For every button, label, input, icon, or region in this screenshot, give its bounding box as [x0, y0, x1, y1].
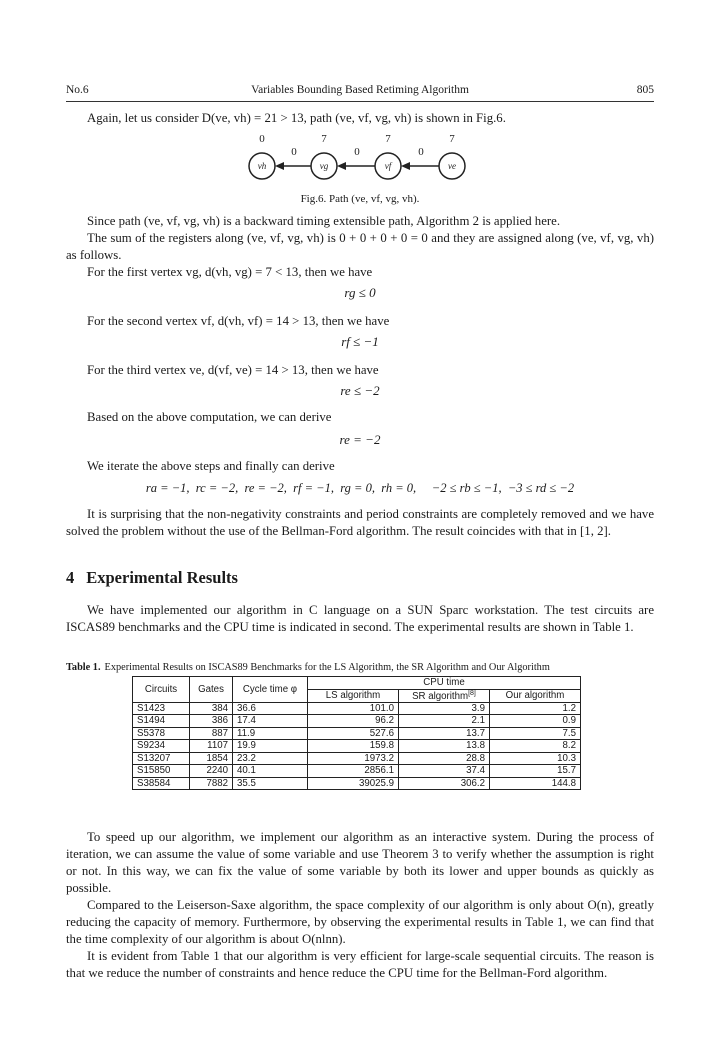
para-second-vertex: For the second vertex vf, d(vh, vf) = 14 > 13, then we have: [87, 314, 390, 328]
cell-circuit: S5378: [133, 727, 190, 740]
equation-rf: rf ≤ −1: [341, 334, 379, 349]
cell-ours: 1.2: [490, 702, 581, 715]
header-cpu-time: CPU time: [308, 677, 581, 690]
cell-ls: 527.6: [308, 727, 399, 740]
cell-ls: 2856.1: [308, 765, 399, 778]
para-sum: The sum of the registers along (ve, vf, vg, vh) is 0 + 0 + 0 + 0 = 0 and they are assigned along (ve, vf, vg, vh) as follows.: [66, 231, 654, 262]
cell-cycle: 23.2: [233, 752, 308, 765]
cell-gates: 1107: [190, 740, 233, 753]
equation-re-value: re = −2: [339, 432, 381, 447]
cell-ours: 144.8: [490, 777, 581, 790]
table-row: [133, 727, 581, 740]
edge-weight-1: 0: [291, 146, 297, 158]
section-title: Experimental Results: [86, 568, 238, 587]
cell-cycle: 19.9: [233, 740, 308, 753]
issue-number: No.6: [66, 84, 89, 96]
results-table: [132, 676, 581, 790]
cell-ours: 7.5: [490, 727, 581, 740]
table-row: [133, 765, 581, 778]
cell-ours: 0.9: [490, 715, 581, 728]
cell-gates: 384: [190, 702, 233, 715]
equation-re-bound: re ≤ −2: [340, 383, 380, 398]
cell-circuit: S9234: [133, 740, 190, 753]
cell-sr: 2.1: [399, 715, 490, 728]
node-weight-vf: 7: [385, 133, 391, 145]
cell-cycle: 40.1: [233, 765, 308, 778]
node-label-vg: vg: [319, 161, 329, 171]
cell-cycle: 17.4: [233, 715, 308, 728]
para-implementation: We have implemented our algorithm in C language on a SUN Sparc workstation. The test circuits are ISCAS89 benchmarks and the CPU time is indicated in second. The experimental results are shown in Table 1.: [66, 603, 654, 634]
cell-ls: 1973.2: [308, 752, 399, 765]
cell-ls: 101.0: [308, 702, 399, 715]
cell-ls: 96.2: [308, 715, 399, 728]
node-label-vh: vh: [257, 161, 267, 171]
header-sr-ref: [8]: [468, 689, 476, 697]
arrowhead-vg: [337, 162, 346, 170]
arrowhead-vh: [275, 162, 284, 170]
cell-cycle: 11.9: [233, 727, 308, 740]
node-weight-vg: 7: [321, 133, 327, 145]
para-compared: Compared to the Leiserson-Saxe algorithm, the space complexity of our algorithm is only about O(n), greatly reducing the capacity of memory. Furthermore, by observing the experimental results in Table 1, we can find that the time complexity of our algorithm is about O(nlnn).: [66, 898, 654, 946]
para-surprise: It is surprising that the non-negativity constraints and period constraints are completely removed and we have solved the problem without the use of the Bellman-Ford algorithm. The result coincides with that in [1, 2].: [66, 507, 654, 538]
fig6-path-diagram: [0, 125, 717, 183]
node-weight-ve: 7: [449, 133, 455, 145]
header-circuits: Circuits: [133, 677, 190, 703]
cell-ls: 159.8: [308, 740, 399, 753]
cell-ls: 39025.9: [308, 777, 399, 790]
cell-ours: 8.2: [490, 740, 581, 753]
cell-sr: 306.2: [399, 777, 490, 790]
cell-sr: 37.4: [399, 765, 490, 778]
node-label-vf: vf: [384, 161, 392, 171]
header-cycle-time: Cycle time φ: [233, 677, 308, 703]
header-ours: Our algorithm: [490, 689, 581, 702]
para-first-vertex: For the first vertex vg, d(vh, vg) = 7 < 13, then we have: [87, 265, 373, 279]
section-heading: [66, 568, 238, 588]
equation-rg: rg ≤ 0: [344, 285, 376, 300]
cell-gates: 887: [190, 727, 233, 740]
para-based: Based on the above computation, we can derive: [87, 410, 332, 424]
cell-sr: 13.8: [399, 740, 490, 753]
figure-caption: Fig.6. Path (ve, vf, vg, vh).: [300, 193, 420, 205]
cell-circuit: S15850: [133, 765, 190, 778]
para-evident: It is evident from Table 1 that our algorithm is very efficient for large-scale sequential circuits. The reason is that we reduce the number of constraints and hence reduce the CPU time for the Bellman-Ford algorithm.: [66, 949, 654, 980]
para-since: Since path (ve, vf, vg, vh) is a backward timing extensible path, Algorithm 2 is applied here.: [87, 214, 561, 228]
cell-sr: 13.7: [399, 727, 490, 740]
arrowhead-vf: [401, 162, 410, 170]
cell-circuit: S38584: [133, 777, 190, 790]
cell-gates: 2240: [190, 765, 233, 778]
header-sr: SR algorithm[8]: [399, 689, 490, 702]
cell-sr: 28.8: [399, 752, 490, 765]
edge-weight-2: 0: [354, 146, 360, 158]
cell-sr: 3.9: [399, 702, 490, 715]
header-gates: Gates: [190, 677, 233, 703]
running-title: Variables Bounding Based Retiming Algorithm: [251, 84, 469, 96]
cell-circuit: S1494: [133, 715, 190, 728]
table-label: Table 1.: [66, 662, 101, 673]
cell-circuit: S1423: [133, 702, 190, 715]
cell-cycle: 36.6: [233, 702, 308, 715]
header-rule: [66, 101, 654, 102]
page-number: 805: [636, 84, 654, 96]
table-row: [133, 715, 581, 728]
para-third-vertex: For the third vertex ve, d(vf, ve) = 14 > 13, then we have: [87, 363, 379, 377]
edge-weight-3: 0: [418, 146, 424, 158]
header-ls: LS algorithm: [308, 689, 399, 702]
running-header: [66, 80, 654, 100]
para-iterate: We iterate the above steps and finally can derive: [87, 459, 335, 473]
cell-gates: 386: [190, 715, 233, 728]
node-weight-vh: 0: [259, 133, 265, 145]
node-label-ve: ve: [448, 161, 456, 171]
cell-gates: 1854: [190, 752, 233, 765]
para-intro: Again, let us consider D(ve, vh) = 21 > 13, path (ve, vf, vg, vh) is shown in Fig.6.: [87, 111, 506, 125]
cell-cycle: 35.5: [233, 777, 308, 790]
table-row: [133, 752, 581, 765]
table-row: [133, 777, 581, 790]
table-caption-text: Experimental Results on ISCAS89 Benchmarks for the LS Algorithm, the SR Algorithm and Our Algorithm: [104, 662, 550, 673]
cell-gates: 7882: [190, 777, 233, 790]
section-number: 4: [66, 568, 75, 587]
equation-final-values: ra = −1, rc = −2, re = −2, rf = −1, rg = 0, rh = 0, −2 ≤ rb ≤ −1, −3 ≤ rd ≤ −2: [145, 481, 575, 495]
para-speed-up: To speed up our algorithm, we implement our algorithm as an interactive system. During the process of iteration, we can assume the value of some variable and use Theorem 3 to verify whether the assumption is right or not. In this way, we can fix the value of some variable by both its lower and upper bounds as quickly as possible.: [66, 830, 654, 895]
cell-ours: 15.7: [490, 765, 581, 778]
cell-ours: 10.3: [490, 752, 581, 765]
table-row: [133, 702, 581, 715]
table-row: [133, 740, 581, 753]
table-caption: [66, 662, 706, 673]
cell-circuit: S13207: [133, 752, 190, 765]
